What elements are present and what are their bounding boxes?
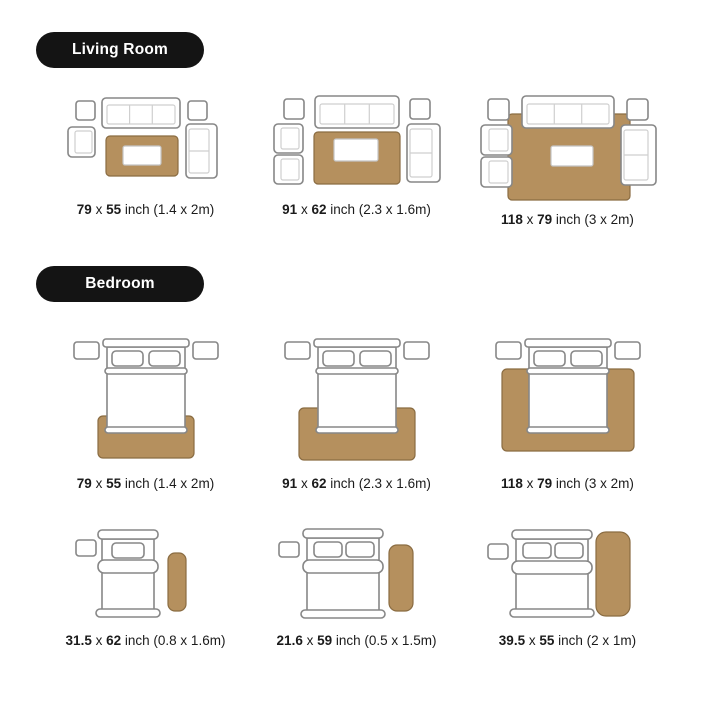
armchair: [481, 125, 512, 155]
rug-size-option: [468, 94, 668, 227]
side-table: [488, 99, 509, 120]
bedroom-layout-diagram-medium-rug: [257, 336, 457, 466]
sofa: [522, 96, 614, 128]
size-caption: [499, 633, 636, 648]
rug-size-option: [46, 94, 246, 227]
living-room-row: [40, 94, 673, 227]
size-separator: x: [306, 633, 314, 648]
size-caption: [282, 202, 431, 217]
size-height: 55: [106, 202, 122, 217]
sofa: [102, 98, 180, 128]
living-room-layout-diagram-medium-rug: [257, 94, 457, 194]
coffee-table: [123, 146, 161, 165]
bedroom-section-badge: [36, 266, 204, 302]
nightstand: [615, 342, 640, 359]
size-width: 31.5: [65, 633, 92, 648]
size-width: 79: [76, 476, 92, 491]
rug-size-option: [468, 518, 668, 648]
size-separator: x: [95, 202, 103, 217]
size-height: 62: [106, 633, 122, 648]
sofa: [315, 96, 399, 128]
nightstand: [279, 542, 299, 557]
rug-size-option: [46, 518, 246, 648]
coffee-table: [551, 146, 593, 166]
size-suffix: inch (1.4 x 2m): [124, 202, 215, 217]
side-table: [627, 99, 648, 120]
size-separator: x: [300, 476, 308, 491]
bedroom-row: [40, 336, 673, 491]
nightstand: [404, 342, 429, 359]
size-separator: x: [95, 476, 103, 491]
size-suffix: inch (3 x 2m): [555, 212, 634, 227]
size-width: 118: [501, 212, 523, 227]
size-separator: x: [526, 212, 534, 227]
size-width: 118: [501, 476, 523, 491]
size-height: 59: [317, 633, 333, 648]
bedroom-runner-diagram-narrow-runner: [257, 518, 457, 623]
size-width: 39.5: [498, 633, 526, 648]
armchair: [274, 155, 303, 184]
nightstand: [76, 540, 96, 556]
size-suffix: inch (0.8 x 1.6m): [124, 633, 226, 648]
size-caption: [501, 476, 634, 491]
size-width: 91: [282, 476, 298, 491]
nightstand: [488, 544, 508, 559]
living-room-section-badge: [36, 32, 204, 68]
rug-size-option: [257, 94, 457, 227]
armchair: [481, 157, 512, 187]
bed: [103, 339, 189, 433]
size-caption: [66, 633, 226, 648]
size-caption: [282, 476, 431, 491]
size-width: 21.6: [276, 633, 303, 648]
bed: [525, 339, 611, 433]
armchair: [68, 127, 95, 157]
size-height: 55: [539, 633, 555, 648]
size-height: 62: [311, 476, 327, 491]
size-caption: [77, 202, 214, 217]
living-room-section-label: Living Room: [71, 41, 169, 58]
bedroom-section-label: Bedroom: [85, 275, 155, 292]
bedroom-layout-diagram-small-rug: [46, 336, 246, 466]
size-separator: x: [526, 476, 534, 491]
size-suffix: inch (0.5 x 1.5m): [335, 633, 437, 648]
side-table: [76, 101, 95, 120]
side-table: [410, 99, 430, 119]
armchair: [274, 124, 303, 153]
bedroom-runner-row: [40, 518, 673, 648]
size-height: 62: [311, 202, 327, 217]
size-width: 91: [282, 202, 298, 217]
bed: [301, 529, 385, 618]
size-height: 55: [106, 476, 122, 491]
runner-rug: [389, 545, 413, 611]
loveseat: [407, 124, 440, 182]
rug-size-option: [468, 336, 668, 491]
size-suffix: inch (1.4 x 2m): [124, 476, 215, 491]
loveseat: [186, 124, 217, 178]
bed: [96, 530, 160, 617]
size-separator: x: [528, 633, 536, 648]
size-caption: [501, 212, 634, 227]
nightstand: [285, 342, 310, 359]
nightstand: [74, 342, 99, 359]
coffee-table: [334, 139, 378, 161]
bed: [510, 530, 594, 617]
size-caption: [77, 476, 214, 491]
size-caption: [277, 633, 437, 648]
bedroom-runner-diagram-wide-runner: [468, 518, 668, 623]
bedroom-layout-diagram-large-rug: [468, 336, 668, 466]
side-table: [188, 101, 207, 120]
rug-size-option: [257, 518, 457, 648]
size-separator: x: [95, 633, 103, 648]
size-suffix: inch (2.3 x 1.6m): [330, 476, 431, 491]
rug-size-option: [46, 336, 246, 491]
size-height: 79: [537, 212, 553, 227]
bedroom-runner-diagram-single-bed: [46, 518, 246, 623]
size-suffix: inch (2 x 1m): [558, 633, 637, 648]
living-room-layout-diagram-large-rug: [468, 94, 668, 204]
size-width: 79: [76, 202, 92, 217]
runner-rug: [168, 553, 186, 611]
nightstand: [193, 342, 218, 359]
bed: [314, 339, 400, 433]
runner-rug: [596, 532, 630, 616]
size-suffix: inch (2.3 x 1.6m): [330, 202, 431, 217]
size-height: 79: [537, 476, 553, 491]
size-suffix: inch (3 x 2m): [555, 476, 634, 491]
rug-size-option: [257, 336, 457, 491]
living-room-layout-diagram-small-rug: [46, 94, 246, 194]
nightstand: [496, 342, 521, 359]
size-separator: x: [300, 202, 308, 217]
side-table: [284, 99, 304, 119]
loveseat: [621, 125, 656, 185]
